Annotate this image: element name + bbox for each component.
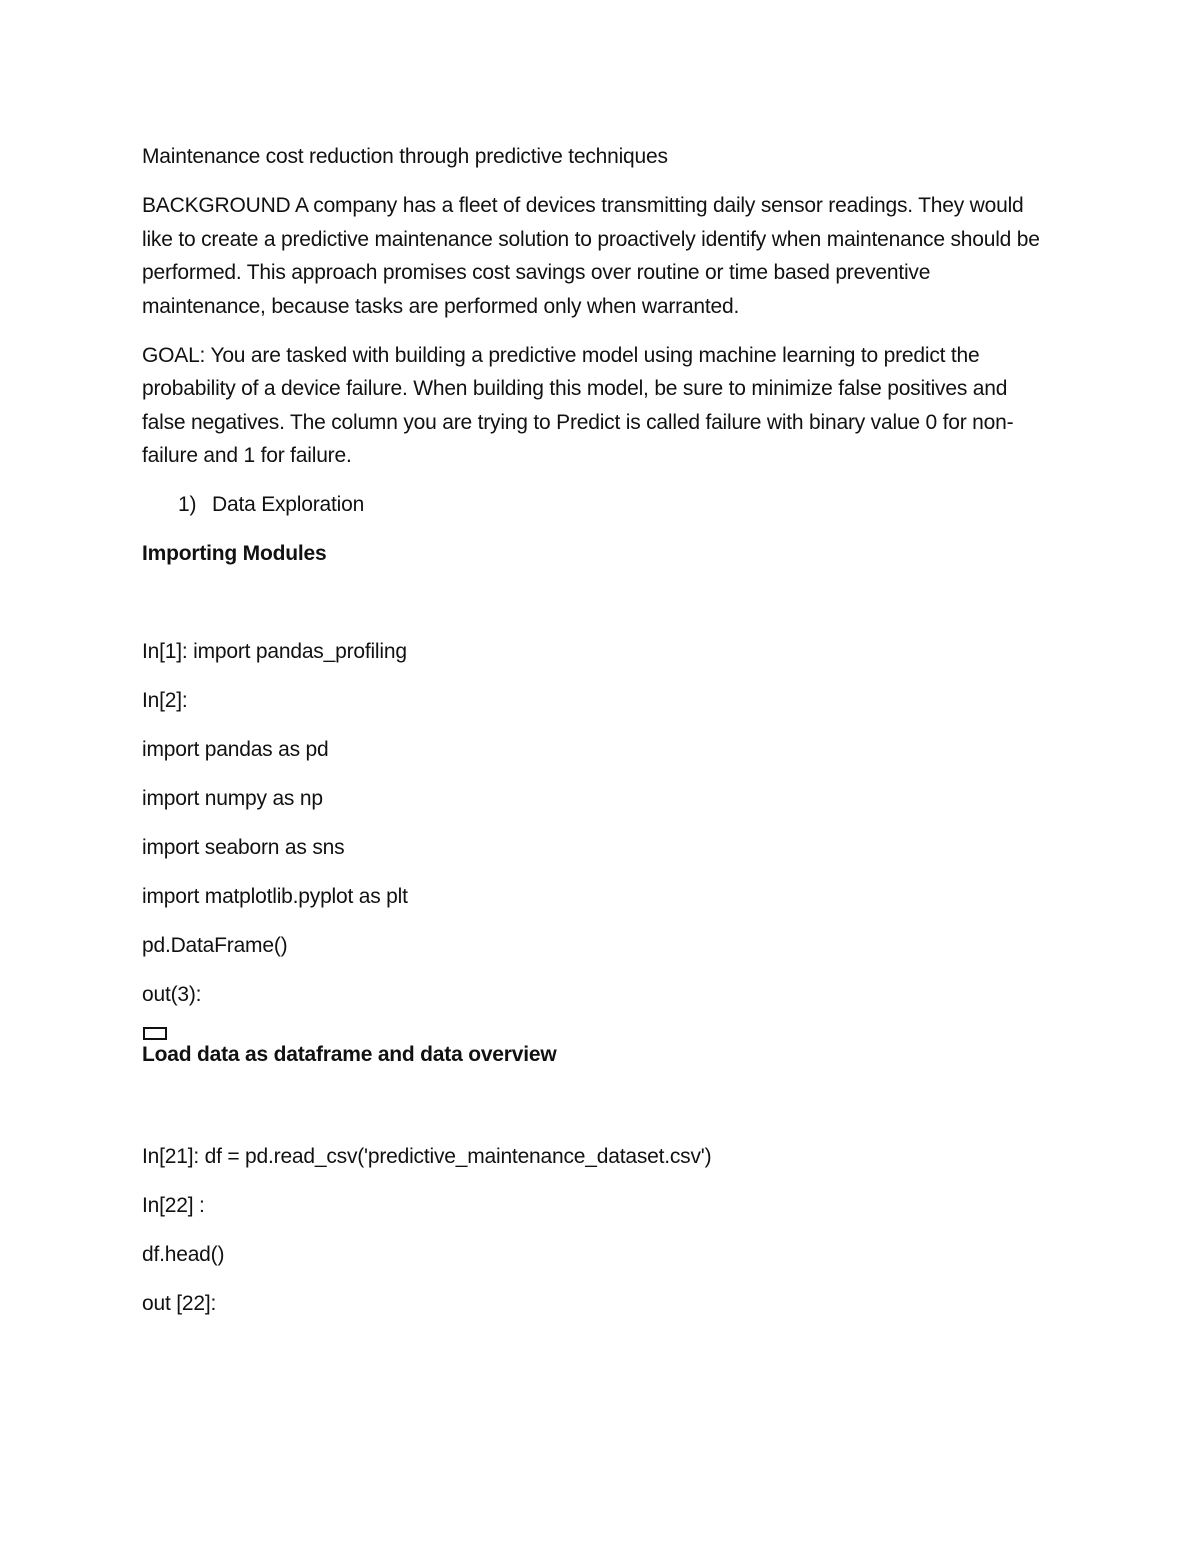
code-line: In[2]: — [142, 689, 188, 712]
code-line: import pandas as pd — [142, 738, 329, 761]
list-item-data-exploration — [142, 488, 1042, 522]
document-title: Maintenance cost reduction through predictive techniques — [142, 145, 668, 168]
code-line: out(3): — [142, 983, 202, 1006]
code-line: In[1]: import pandas_profiling — [142, 640, 407, 663]
code-line: In[21]: df = pd.read_csv('predictive_maintenance_dataset.csv') — [142, 1144, 712, 1168]
document-page — [142, 140, 1042, 1336]
code-line: import numpy as np — [142, 787, 323, 810]
blank-line — [142, 1084, 1042, 1140]
code-line: import matplotlib.pyplot as plt — [142, 885, 408, 908]
goal-paragraph: GOAL: You are tasked with building a predictive model using machine learning to predict the probability of a device failure. When building this model, be sure to minimize false positives and false negatives. The column you are trying to Predict is called failure with binary value 0 for non-failure and 1 for failure. — [142, 343, 1014, 467]
blank-line — [142, 586, 1042, 635]
code-line: import seaborn as sns — [142, 836, 345, 859]
list-item-label: Data Exploration — [212, 493, 365, 516]
code-line: pd.DataFrame() — [142, 934, 288, 957]
heading-load-data: Load data as dataframe and data overview — [142, 1043, 557, 1066]
empty-output-box-icon — [143, 1027, 167, 1040]
background-paragraph: BACKGROUND A company has a fleet of devices transmitting daily sensor readings. They would like to create a predictive maintenance solution to proactively identify when maintenance should be performed. This approach promises cost savings over routine or time based preventive maintenance, because tasks are performed only when warranted. — [142, 194, 1040, 318]
list-number: 1) — [178, 493, 197, 516]
code-line: In[22] : — [142, 1193, 205, 1217]
code-line: df.head() — [142, 1242, 225, 1266]
code-line: out [22]: — [142, 1291, 217, 1315]
heading-importing-modules: Importing Modules — [142, 542, 327, 565]
